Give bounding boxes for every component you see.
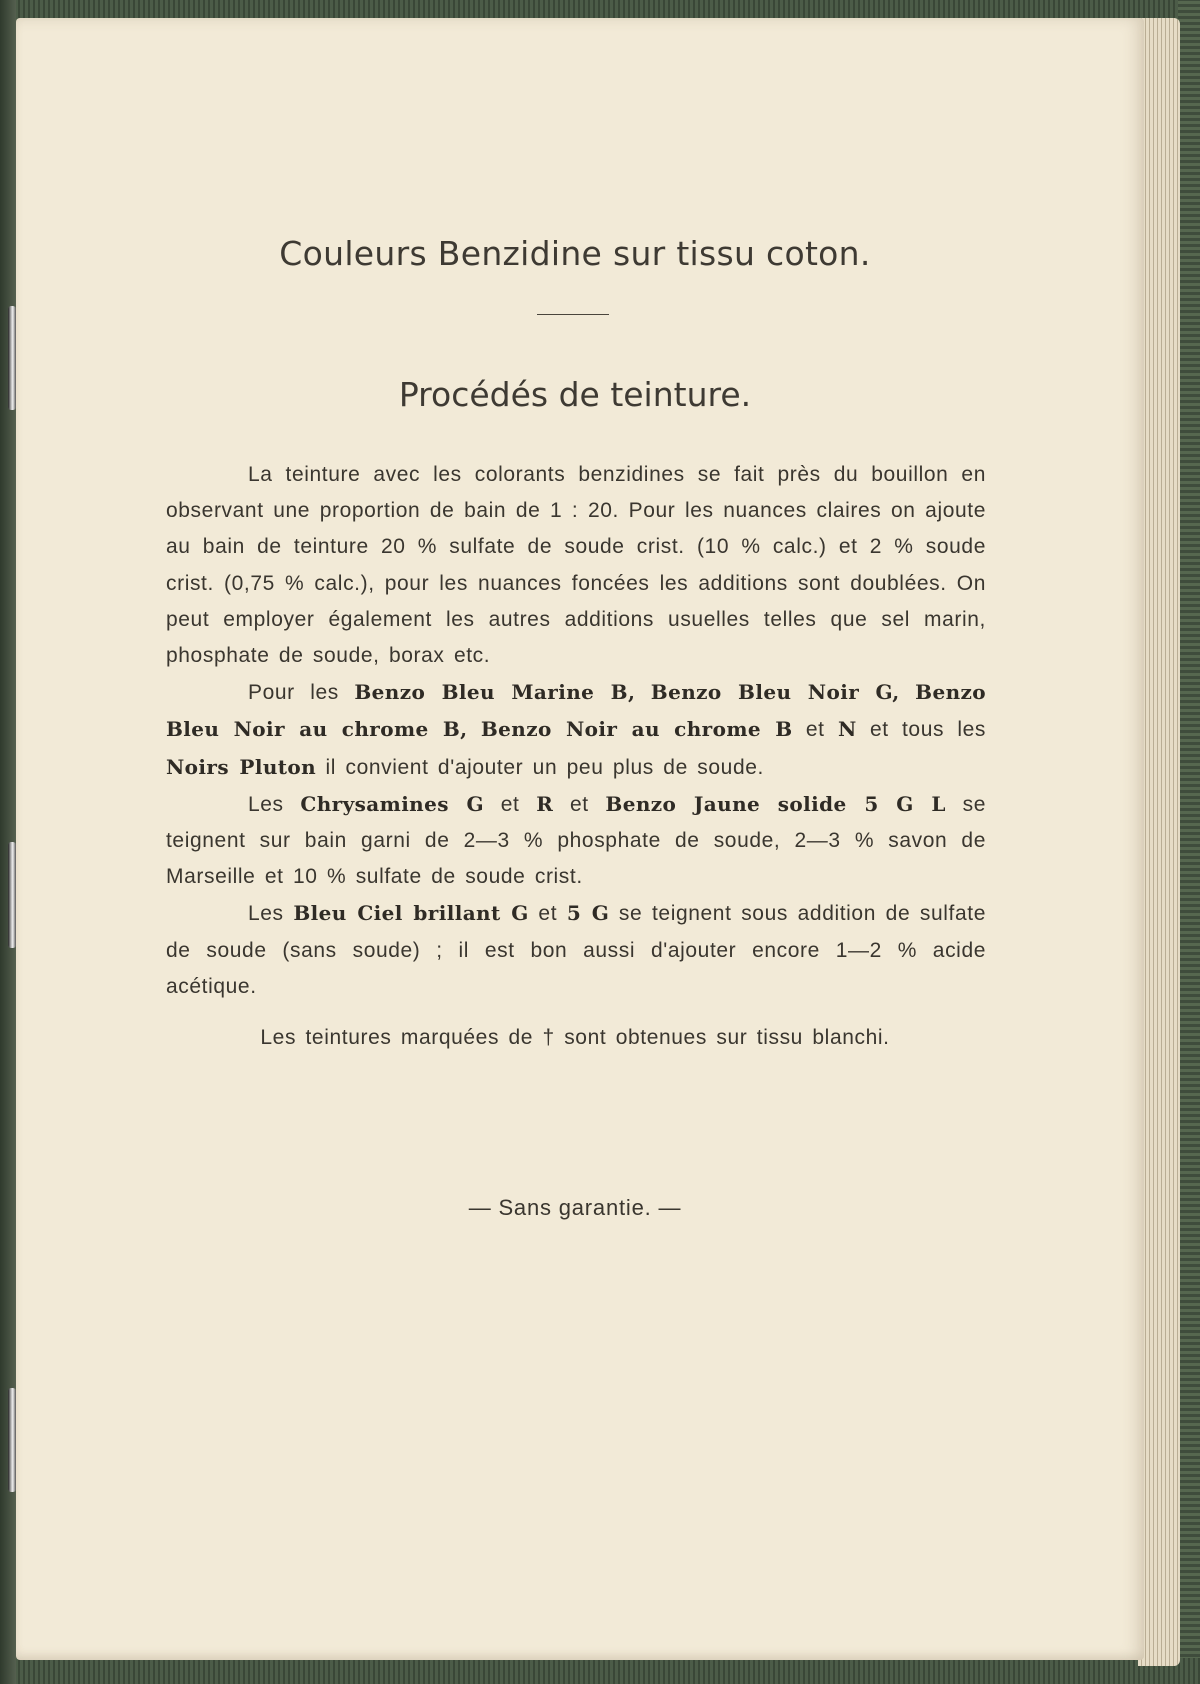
section-heading: Procédés de teinture. [398,375,752,414]
paragraph-dyeing-process: La teinture avec les colorants benzidines se fait près du bouillon en observant une proportion de bain de 1 : 20. Pour les nuances claires on ajoute au bain de teinture 20 % sulfate de soude crist. (10 % calc.) et 2 % soude crist. (0,75 % calc.), pour les nuances foncées les additions sont doublées. On peut employer également les autres additions usuelles telles que sel marin, phosphate de soude, borax etc. [166,463,986,668]
text-run: et [805,718,825,742]
disclaimer-footer: — Sans garantie. — [468,1195,682,1220]
title-divider [537,314,609,315]
text-run: il convient d'ajouter un peu plus de soude. [325,755,764,779]
dye-name: 5 G [566,901,610,926]
text-run: se teignent sur bain garni de 2—3 % phosphate de soude, 2—3 % savon de Marseille et 10 % sulfate de soude crist. [166,792,986,889]
book-binding-right [1178,0,1200,1684]
bleached-fabric-note: Les teintures marquées de † sont obtenues sur tissu blanchi. [260,1026,890,1049]
paragraph-sky-blue-dyes [166,895,986,1005]
text-run: Pour les [248,681,339,705]
dye-name: Benzo Bleu Marine B, [354,680,636,705]
binding-clip-middle [8,842,16,948]
text-run: et tous les [869,718,987,742]
book-binding-bottom [0,1658,1200,1684]
dye-name: Benzo Jaune solide 5 G L [605,791,946,816]
dye-name: Benzo Noir au chrome B [480,717,793,742]
body-text [166,457,986,1005]
text-run: se teignent sous addition de sulfate de soude (sans soude) ; il est bon aussi d'ajouter encore 1—2 % acide acétique. [166,902,986,998]
paragraph-black-dyes [166,674,986,786]
text-run: et [538,902,558,926]
dye-name: R [536,791,554,816]
dye-name: Bleu Ciel brillant G [293,901,529,926]
dye-name: Noirs Pluton [166,754,317,779]
dye-name: Chrysamines G [300,791,485,816]
text-run: et [500,792,520,816]
text-run: et [569,792,589,816]
text-run: Les [248,902,284,926]
dye-name: Benzo Bleu Noir G, [650,680,900,705]
binding-clip-bottom [8,1388,16,1492]
page-title: Couleurs Benzidine sur tissu coton. [279,234,871,273]
text-run: Les [248,792,284,816]
dye-name: N [837,717,857,742]
dye-name: Benzo Bleu Noir au chrome B, [166,680,987,742]
paragraph-yellow-dyes [166,786,986,896]
